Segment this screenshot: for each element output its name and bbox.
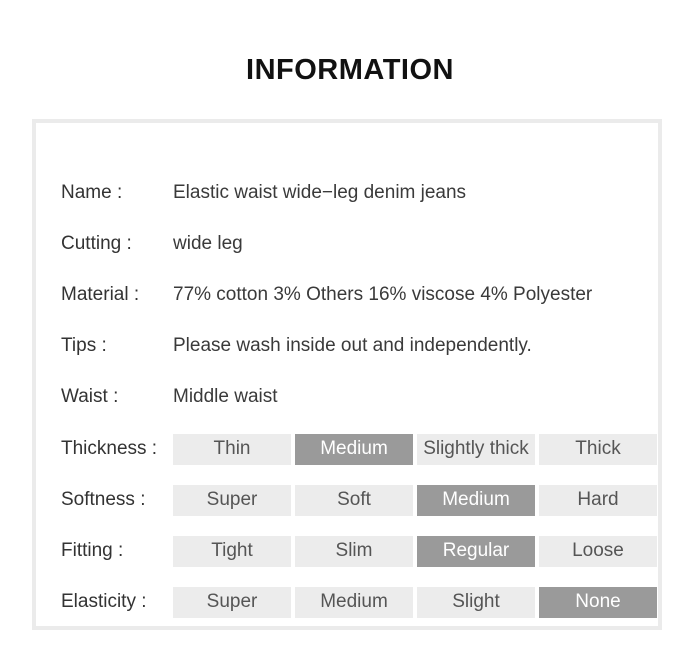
detail-value: Please wash inside out and independently. [173,335,532,356]
scale-option: Super [173,587,291,618]
scale-option: Soft [295,485,413,516]
detail-label: Material : [61,284,140,305]
scale-option-selected: Regular [417,536,535,567]
detail-row-waist [61,381,278,413]
detail-label: Tips : [61,335,107,356]
detail-label: Cutting : [61,233,132,254]
scale-label: Fitting : [61,540,124,561]
scale-option: Slightly thick [417,434,535,465]
detail-value: Elastic waist wide−leg denim jeans [173,182,467,203]
detail-value: 77% cotton 3% Others 16% viscose 4% Polyester [173,284,593,305]
scale-option-selected: Medium [417,485,535,516]
scale-option: Thick [539,434,657,465]
detail-row-cutting [61,228,243,260]
scale-label: Elasticity : [61,591,147,612]
scale-option: Tight [173,536,291,567]
scale-option: Hard [539,485,657,516]
detail-value: Middle waist [173,386,278,407]
scale-label: Thickness : [61,438,158,459]
scale-option: Slim [295,536,413,567]
scale-option: Super [173,485,291,516]
scale-options [173,434,657,465]
scale-row-elasticity [61,586,657,618]
scale-row-fitting [61,535,657,567]
page-title: INFORMATION [246,54,454,86]
scale-option-selected: Medium [295,434,413,465]
scale-row-softness [61,484,657,516]
scale-option-selected: None [539,587,657,618]
detail-label: Waist : [61,386,119,407]
detail-row-name [61,177,466,209]
scale-options [173,587,657,618]
detail-value: wide leg [173,233,243,254]
scale-option: Medium [295,587,413,618]
scale-option: Loose [539,536,657,567]
scale-options [173,485,657,516]
scale-options [173,536,657,567]
detail-row-material [61,279,592,311]
scale-row-thickness [61,433,657,465]
scale-option: Slight [417,587,535,618]
scale-label: Softness : [61,489,146,510]
detail-row-tips [61,330,532,362]
detail-label: Name : [61,182,123,203]
scale-option: Thin [173,434,291,465]
